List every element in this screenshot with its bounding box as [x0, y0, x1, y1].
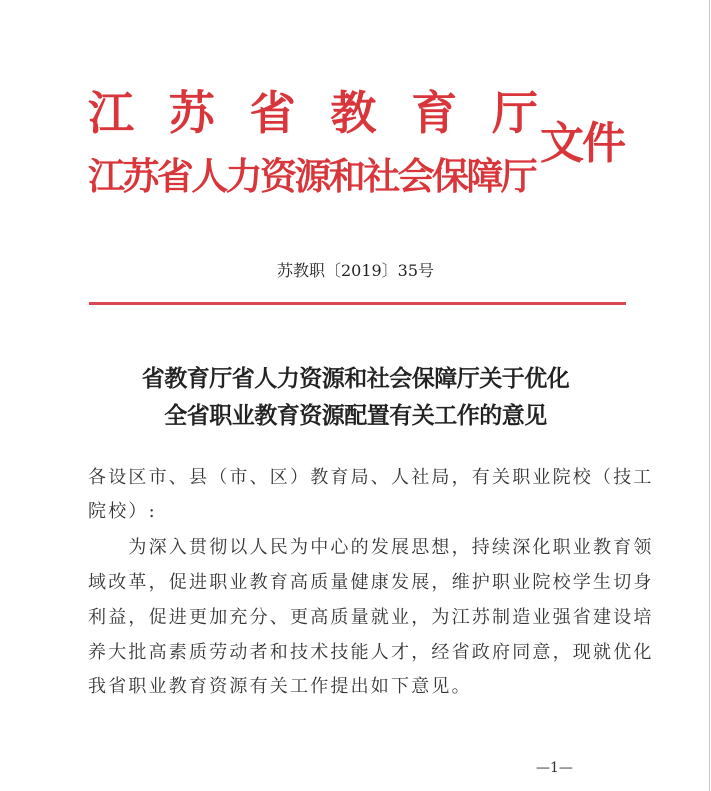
letterhead-char: 苏	[168, 86, 215, 140]
letterhead-char: 江	[88, 86, 134, 140]
document-title-line-2: 全省职业教育资源配置有关工作的意见	[164, 402, 547, 429]
letterhead-suffix: 文件	[540, 118, 624, 169]
body-line: 我省职业教育资源有关工作提出如下意见。	[88, 676, 472, 697]
letterhead-line-2: 江苏省人力资源和社会保障厅	[88, 154, 536, 198]
body-line: 各设区市、县（市、区）教育局、人社局，有关职业院校（技工	[88, 467, 654, 488]
page-number: —1—	[536, 760, 573, 776]
body-line: 为深入贯彻以人民为中心的发展思想，持续深化职业教育领	[88, 537, 654, 558]
letterhead-char: 厅	[491, 86, 538, 140]
letterhead-char: 育	[411, 86, 458, 140]
body-line: 利益，促进更加充分、更高质量就业，为江苏制造业强省建设培	[88, 607, 654, 628]
document-title-line-1: 省教育厅省人力资源和社会保障厅关于优化	[141, 365, 570, 392]
body-line: 域改革，促进职业教育高质量健康发展，维护职业院校学生切身	[88, 572, 654, 593]
body-line: 养大批高素质劳动者和技术技能人才，经省政府同意，现就优化	[88, 642, 654, 663]
red-divider	[89, 302, 626, 305]
page-edge	[709, 0, 710, 791]
body-line: 院校）:	[88, 501, 157, 522]
letterhead-char: 教	[330, 86, 377, 140]
letterhead-line-1	[88, 84, 538, 142]
letterhead-char: 省	[249, 86, 296, 140]
document-number: 苏教职〔2019〕35号	[276, 261, 435, 280]
